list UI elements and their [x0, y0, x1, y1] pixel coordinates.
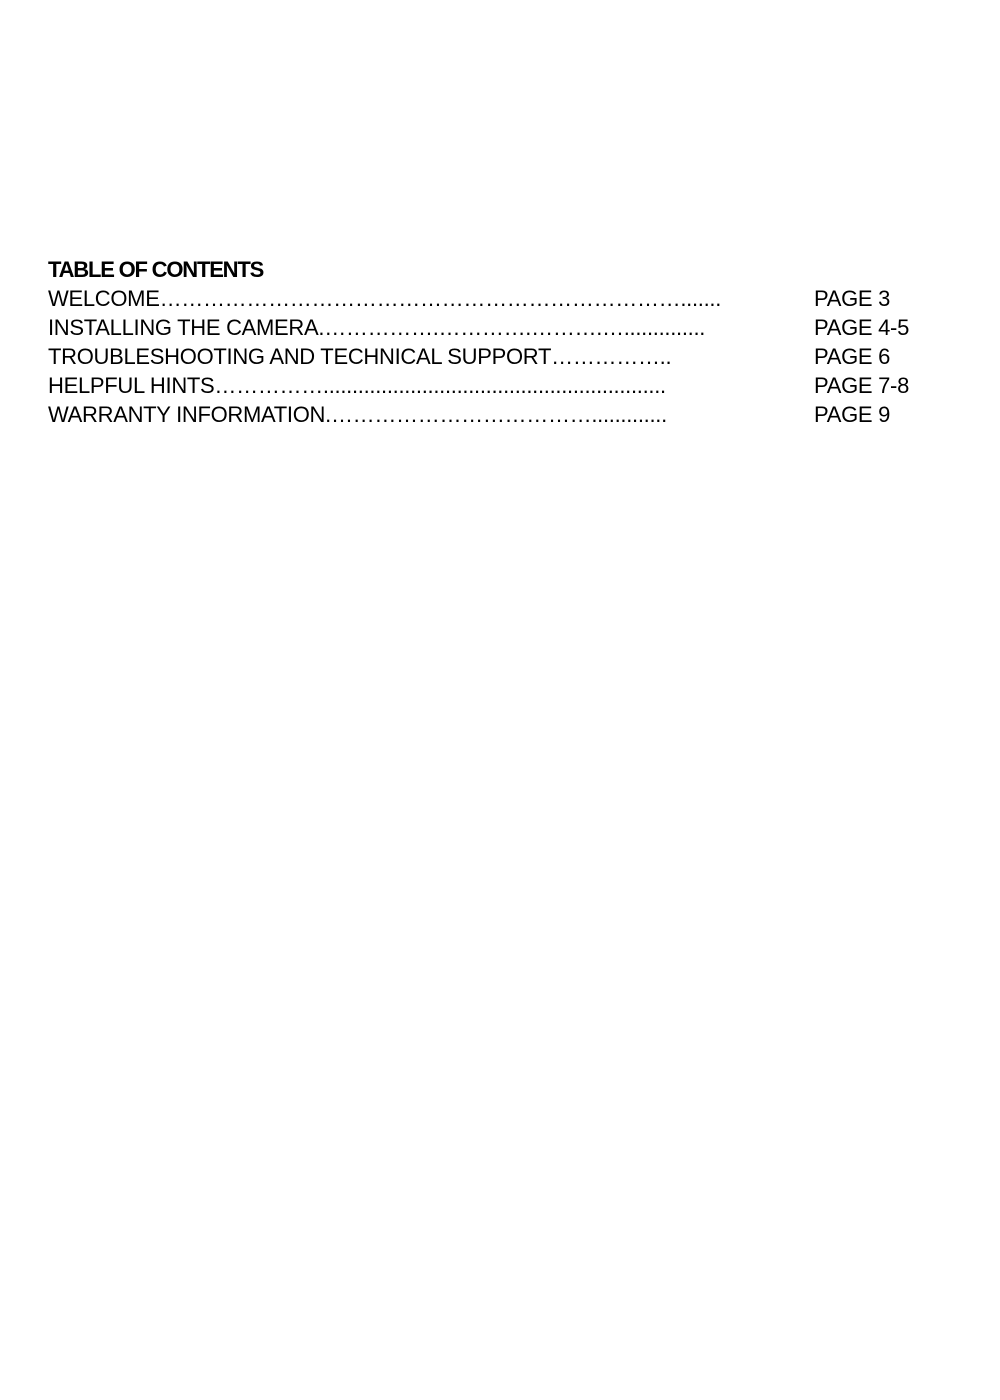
toc-row-warranty	[48, 400, 948, 429]
toc-entry-label: INSTALLING THE CAMERA.…………….………….……….…..............	[48, 315, 706, 340]
toc-entry-page: PAGE 6	[814, 344, 891, 369]
toc-entry-label: WARRANTY INFORMATION.……………………………….............	[48, 402, 667, 427]
toc-title: TABLE OF CONTENTS	[48, 257, 264, 282]
toc-row-installing	[48, 313, 948, 342]
table-of-contents	[48, 256, 948, 429]
toc-entry-label: TROUBLESHOOTING AND TECHNICAL SUPPORT……………..	[48, 344, 672, 369]
toc-entry-page: PAGE 7-8	[814, 373, 910, 398]
toc-row-troubleshooting	[48, 342, 948, 371]
toc-entry-page: PAGE 4-5	[814, 315, 910, 340]
toc-row-helpful-hints	[48, 371, 948, 400]
toc-entry-page: PAGE 3	[814, 286, 891, 311]
toc-entry-label: HELPFUL HINTS……………...........................................................	[48, 373, 666, 398]
toc-entry-label: WELCOME……………………………………………………………….......	[48, 286, 722, 311]
toc-row-welcome	[48, 284, 948, 313]
toc-entry-page: PAGE 9	[814, 402, 891, 427]
